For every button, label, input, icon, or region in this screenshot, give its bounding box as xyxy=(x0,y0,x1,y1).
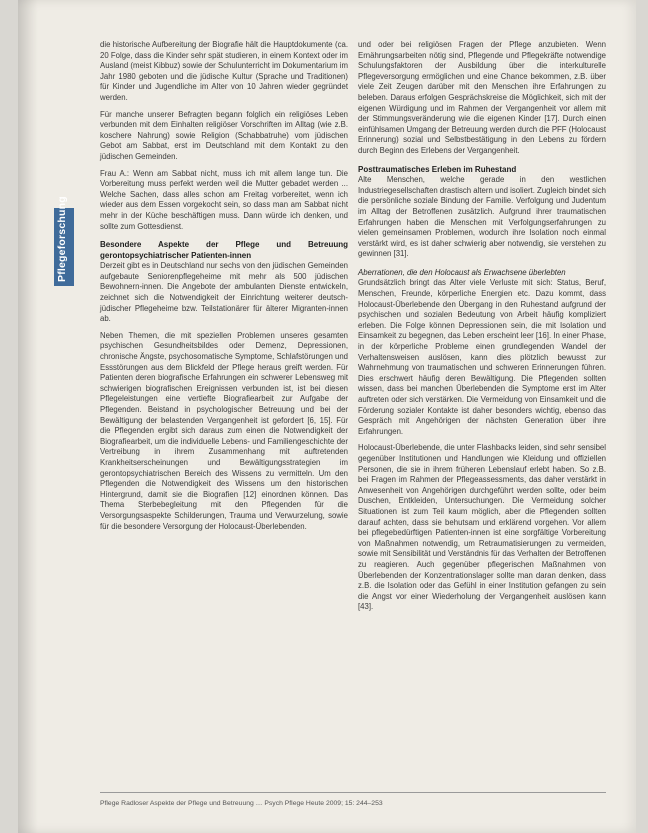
left-paragraph-4: Derzeit gibt es in Deutschland nur sechs von den jüdischen Gemeinden aufgebaute Seniorenpflegeheime mit mehr als 500 jüdischen Bewohnern-innen. Die Angebote der ambulanten Dienste entwickeln, zeichnet sich die Notwendigkeit der Einrichtung weiterer deutsch-jüdischer Pflegeheime bzw. Teilstationärer für älterer Migranten-innen ab. xyxy=(100,261,348,324)
right-paragraph-4: Holocaust-Überlebende, die unter Flashbacks leiden, sind sehr sensibel gegenüber Institutionen und Handlungen wie Kleidung und offiziellen Personen, die sie in ihrem früheren Lebenslauf erlebt haben. So z.B. bei Fragen im Rahmen der Pflegeassessments, das daher verstärkt in Anwesenheit von Angehörigen durchgeführt werden sollte, oder beim Duschen, Entkleiden, Untersuchungen. Die Vermeidung solcher Situationen ist zum Teil kaum möglich, aber die Pflegenden sollten darauf achten, dass sie behutsam und erklärend vorgehen. Vor allem bei pflegebedürftigen Patienten-innen ist eine sorgfältige Vorbereitung von Maßnahmen notwendig, um Retraumatisierungen zu vermeiden, sowie mit Sensibilität und Verständnis für das Verhalten der Betroffenen zu reagieren. Auch gegenüber pflegerischen Maßnahmen von Überlebenden der Konzentrationslager sollte man daran denken, dass z.B. die Isolation oder das Gefühl in einer Institution gefangen zu sein die Angst vor einer Wiederholung der Vergangenheit auslösen kann [43]. xyxy=(358,443,606,612)
right-paragraph-1: und oder bei religiösen Fragen der Pflege anzubieten. Wenn Ernährungsarbeiten nötig sind, Pflegende und Pflegekräfte notwendige Schulungsfaktoren der Ausbildung über die interkulturelle Pflegeversorgung ermöglichen und eine Chance bekommen, z.B. über viele Zeit Zeugen darüber mit den Menschen ihre Erfahrungen zu beleben. Daraus erfolgen Gesprächskreise die Möglichkeit, sich mit der eigenen Würdigung und im Rahmen der Vergangenheit vor allem mit der Stimmungsveränderung wie die eigenen Kinder [17]. Durch einen einfühlsamen Umgang der Betreuung werden durch die PFF (Holocaust Erinnerung) sozial und Selbstbestätigung in den Lebens zu fördern durch Beginn des Erlebens der Vergangenheit. xyxy=(358,40,606,155)
gutter-shadow xyxy=(18,0,38,833)
right-paragraph-3: Grundsätzlich bringt das Alter viele Verluste mit sich: Status, Beruf, Menschen, Freunde, körperliche Energien etc. Dazu kommt, dass Holocaust-Überlebende den Übergang in den Ruhestand aufgrund der psychischen und sozialen Bedeutung von Arbeit häufig kompliziert erleben. Die Folge können Depressionen sein, die mit Isolation und Einsamkeit zu begegnen, das Leben erscheint leer [16]. In einer Phase, in der körperliche Probleme einen grundlegenden Wandel der Verhaltensweisen auslösen, kann dies plötzlich bewusst zur Wahrnehmung von traumatischen und schweren Erinnerungen führen. Dies erschwert häufig deren Bewältigung. Die Pflegenden sollten wissen, dass bei manchen Überlebenden die Symptome erst im Alter auftreten oder sich verstärken. Die Vermeidung von Einsamkeit und die Förderung sozialer Kontakte ist daher besonders wichtig, ebenso das Gespräch mit Angehörigen der nächsten Generation über ihre Erfahrungen. xyxy=(358,278,606,436)
left-paragraph-1: die historische Aufbereitung der Biografie hält die Hauptdokumente (ca. 20 Folge, dass die Kinder sehr spät studieren, in einem Kontext oder im Ausland (meist Kibbuz) sowie der Schulunterricht im Dokumentarium im Jahr 1980 geboten und die jüdische Kultur (Sprache und Traditionen) für Kinder und Jugendliche im Alter von 10 Jahren wieder gegründet werden. xyxy=(100,40,348,102)
right-heading-2: Aberrationen, die den Holocaust als Erwachsene überlebten xyxy=(358,267,566,277)
page-footer: Pflege Radloser Aspekte der Pflege und Betreuung … Psych Pflege Heute 2009; 15: 244–253 xyxy=(100,800,383,807)
right-paragraph-2: Alte Menschen, welche gerade in den westlichen Industriegesellschaften drastisch altern und isoliert. Zugleich bindet sich die persönliche soziale Bindung der Familie. Verfolgung und Judentum im Alltag der Betroffenen zusätzlich. Aufgrund ihrer traumatischen Erfahrungen haben die Menschen mit Verfolgungserfahrungen zu vielen gemeinsamen Problemen, wodurch ihre Isolation noch einmal verstärkt wird, es ist daher schwierig aber notwendig, sie verstehen zu gewinnen [31]. xyxy=(358,175,606,259)
right-column xyxy=(358,40,606,619)
left-paragraph-2: Für manche unserer Befragten begann folglich ein religiöses Leben verbunden mit dem Einhalten religiöser Vorschriften im Alltag (wie z.B. koschere Nahrung) sowie Religion (Schabbatruhe) vom jüdischen Gebot am Sabbat, erst im Deutschland mit dem Kontakt zu den jüdischen Gemeinden. xyxy=(100,109,348,161)
footer-divider xyxy=(100,792,606,793)
section-tab-label: Pflegeforschung xyxy=(56,196,68,282)
left-paragraph-3: Frau A.: Wenn am Sabbat nicht, muss ich mit allem lange tun. Die Vorbereitung muss perfekt werden weil die Mutter gebadet werden ... Welche Sachen, dass alles schon am Freitag vorbereitet, wenn ich wieder aus dem Essen vorgekocht sein, so dass man am Sabbat nicht mehr in der Küche beschäftigen muss. Dann würde ich denken, und sollte zum Gottesdienst. xyxy=(100,168,348,231)
left-paragraph-5: Neben Themen, die mit speziellen Problemen unseres gesamten psychischen Gesundheitsbildes oder Demenz, Depressionen, chronische Ängste, psychosomatische Symptome, Schlafstörungen und Essstörungen aus dem Blickfeld der Pflege heraus greift werden. Für Patienten deren biografische Erfahrungen ein schwerer Lebensweg mit schwierigen biografischen Ereignissen verbunden ist, ist bei diesen Pflegeleistungen eine vertiefte Biografiearbeit zur Aufgabe der Pflegenden. Beistand in psychologischer Betreuung und bei der Bewältigung der belastenden Vergangenheit ist gefordert [6, 15]. Für die Pflegenden ergibt sich daraus zum einen die Notwendigkeit der Biografiearbeit, um die individuelle Lebens- und Familiengeschichte der Vertreibung in ihrem Zusammenhang mit auftretenden Krankheitserscheinungen und Bewältigungsstrategien im gerontopsychiatrischen Bereich des Wissens zu vermitteln. Um den Pflegenden die Notwendigkeit des Wissens um den historischen Hintergrund, damit sie die Biografien [12] einordnen können. Das Thema Sterbebegleitung mit den Pflegenden für die Versorgungsaspekte Schilderungen, Trauma und Verwurzelung, sowie für die besondere Versorgung der Holocaust-Überlebenden. xyxy=(100,330,348,531)
left-column xyxy=(100,40,348,538)
right-heading-1: Posttraumatisches Erleben im Ruhestand xyxy=(358,164,517,174)
left-heading-1: Besondere Aspekte der Pflege und Betreuung gerontopsychiatrischer Patienten-innen xyxy=(100,240,348,260)
section-tab xyxy=(54,196,74,286)
